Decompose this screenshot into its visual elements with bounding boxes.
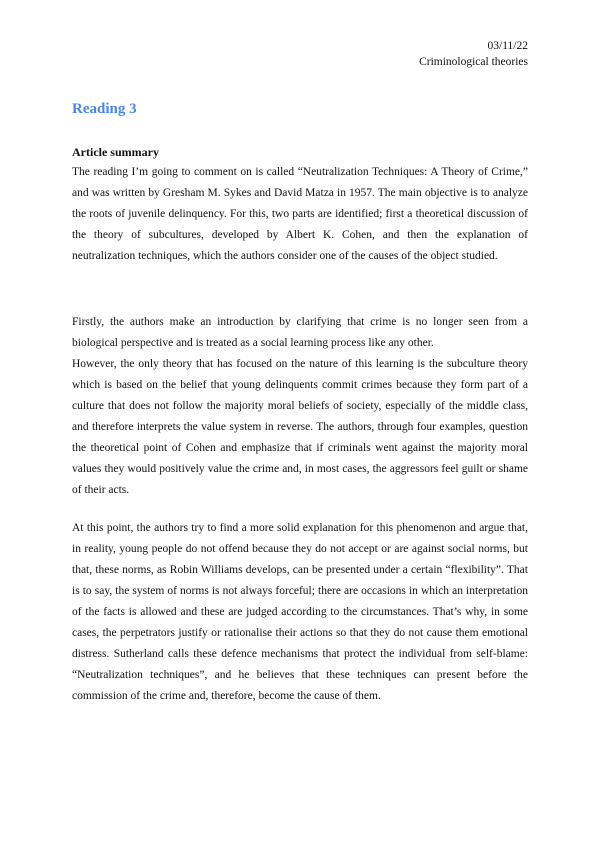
paragraph: However, the only theory that has focused on the nature of this learning is the subculture theory which is based on the belief that young delinquents commit crimes because they form part of a culture that does not follow the majority moral beliefs of society, especially of the middle class, and therefore interprets the value system in reverse. The authors, through four examples, question the theoretical point of Cohen and emphasize that if criminals went against the majority moral values they would positively value the crime and, in most cases, the aggressors feel guilt or shame of their acts. — [72, 358, 528, 496]
paragraph: The reading I’m going to comment on is called “Neutralization Techniques: A Theory of Crime,” and was written by Gresham M. Sykes and David Matza in 1957. The main objective is to analyze the roots of juvenile delinquency. For this, two parts are identified; first a theoretical discussion of the theory of subcultures, developed by Albert K. Cohen, and then the explanation of neutralization techniques, which the authors consider one of the causes of the object studied. — [72, 166, 528, 262]
paragraph-intro — [72, 162, 528, 267]
section-heading: Article summary — [72, 145, 159, 159]
header-date: 03/11/22 — [487, 40, 528, 52]
paragraph: Firstly, the authors make an introduction by clarifying that crime is no longer seen from a biological perspective and is treated as a social learning process like any other. — [72, 316, 528, 349]
header-course: Criminological theories — [419, 56, 528, 68]
paragraph-group-firstly — [72, 312, 528, 501]
document-title: Reading 3 — [72, 101, 137, 117]
paragraph: At this point, the authors try to find a more solid explanation for this phenomenon and argue that, in reality, young people do not offend because they do not accept or are against social norms, but that, these norms, as Robin Williams develops, can be presented under a certain “flexibility”. That is to say, the system of norms is not always forceful; there are occasions in which an interpretation of the facts is allowed and these are judged according to the circumstances. That’s why, in some cases, the perpetrators justify or rationalise their actions so that they do not cause them emotional distress. Sutherland calls these defence mechanisms that protect the individual from self-blame: “Neutralization techniques”, and he believes that these techniques can present before the commission of the crime and, therefore, become the cause of them. — [72, 522, 528, 702]
paragraph-explanation — [72, 518, 528, 707]
page-header — [419, 38, 528, 70]
